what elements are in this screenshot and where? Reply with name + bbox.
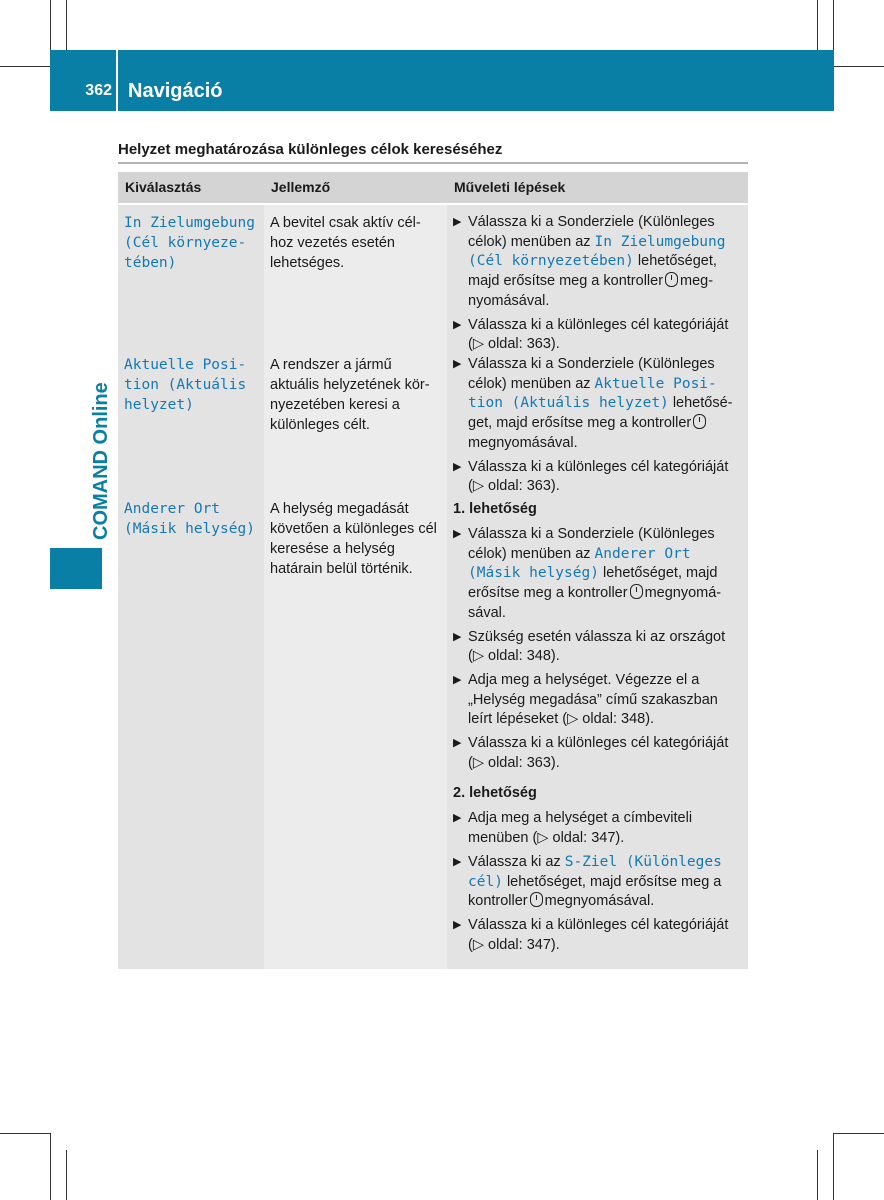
column-header-selection: Kiválasztás [118,172,264,203]
triangle-right-icon: ▶ [453,918,462,931]
step-text: lehetőséget, majd erősítse meg a kontroller [468,565,718,602]
triangle-right-icon: ▶ [453,673,462,686]
steps-cell [447,205,748,369]
menu-option-text: In Zielumgebung (Cél környezetében) [468,233,726,270]
chapter-label: COMAND Online [90,382,112,540]
selection-cell: In Zielumgebung (Cél környeze- tében) [118,205,264,369]
crop-mark [833,1133,834,1200]
header-divider [116,50,118,111]
step-text: Válassza ki a Sonderziele (Különleges célok) menüben az [468,356,715,392]
step-text: Válassza ki a különleges cél kategóriáját (▷ oldal: 347). [468,916,729,953]
step-item [453,734,742,773]
step-item [453,809,742,848]
steps-cell [447,347,748,511]
controller-press-icon [630,584,643,599]
poi-search-table [118,172,748,953]
table-row [118,491,748,953]
triangle-right-icon: ▶ [453,216,462,228]
column-header-steps: Műveleti lépések [447,172,748,203]
crop-mark [66,1150,67,1200]
description-cell: A bevitel csak aktív cél- hoz vezetés esetén lehetséges. [264,205,447,369]
step-text: Adja meg a helységet a címbeviteli menüben (▷ oldal: 347). [468,810,693,847]
step-item [453,671,742,730]
triangle-right-icon: ▶ [453,812,462,825]
step-text: Válassza ki a különleges cél kategóriáját (▷ oldal: 363). [468,735,729,771]
step-text: Szükség esetén válassza ki az országot (▷ oldal: 348). [468,628,726,665]
step-text: lehetőséget, majd erősítse meg a kontroller [468,873,722,910]
table-row [118,347,748,495]
crop-mark [817,0,818,50]
step-text: Válassza ki a Sonderziele (Különleges célok) menüben az [468,214,715,250]
crop-mark [833,0,834,50]
crop-mark [834,66,884,67]
crop-mark [66,0,67,50]
step-item [453,213,742,312]
table-header-row [118,172,748,205]
description-cell: A helység megadását követően a különleges cél keresése a helység határain belül történik. [264,491,447,969]
section-title: Navigáció [128,80,223,102]
option-heading: 2. lehetőség [453,785,537,802]
crop-mark [834,1133,884,1134]
crop-mark [0,1133,50,1134]
steps-cell [447,491,748,969]
caption-rule [118,162,748,164]
selection-cell: Aktuelle Posi- tion (Aktuális helyzet) [118,347,264,511]
crop-mark [50,1133,51,1200]
menu-option-text: Anderer Ort (Másik helység) [468,545,691,582]
triangle-right-icon: ▶ [453,737,462,750]
crop-mark [817,1150,818,1200]
triangle-right-icon: ▶ [453,630,462,643]
menu-option-text: Aktuelle Posi- tion (Aktuális helyzet) [468,375,717,412]
selection-cell: Anderer Ort (Másik helység) [118,491,264,969]
step-item [453,916,742,955]
description-cell: A rendszer a jármű aktuális helyzetének kör- nyezetében keresi a különleges célt. [264,347,447,511]
chapter-tab [50,548,102,589]
step-text: Adja meg a helységet. Végezze el a „Helység megadása” című szakaszban leírt lépéseket (▷ oldal: 348). [468,671,718,728]
step-text: megnyomásával. [468,434,578,451]
triangle-right-icon: ▶ [453,358,462,370]
column-header-description: Jellemző [264,172,447,203]
menu-option-text: S-Ziel (Különleges cél) [468,853,722,890]
step-text: Válassza ki a különleges cél kategóriáját (▷ oldal: 363). [468,316,729,353]
step-text: meg- nyomásával. [468,273,714,309]
step-text: megnyomásával. [544,893,655,910]
option-heading: 1. lehetőség [453,501,537,517]
step-item [453,355,742,454]
triangle-right-icon: ▶ [453,460,462,473]
controller-press-icon [693,414,706,429]
controller-press-icon [530,892,543,907]
step-text: megnyomá- sával. [468,585,722,621]
triangle-right-icon: ▶ [453,528,462,540]
step-text: lehetősé- get, majd erősítse meg a kontroller [468,395,733,432]
step-item [453,458,742,497]
crop-mark [0,66,50,67]
step-item [453,853,742,912]
table-caption: Helyzet meghatározása különleges célok kereséséhez [118,141,503,158]
triangle-right-icon: ▶ [453,318,462,331]
controller-press-icon [665,272,678,287]
table-row [118,205,748,353]
step-text: Válassza ki a Sonderziele (Különleges célok) menüben az [468,526,715,562]
page-number: 362 [85,82,112,99]
step-text: Válassza ki az [468,853,565,870]
step-item [453,316,742,355]
step-text: lehetőséget, majd erősítse meg a kontroller [468,253,717,290]
step-text: Válassza ki a különleges cél kategóriáját (▷ oldal: 363). [468,458,729,495]
triangle-right-icon: ▶ [453,855,462,868]
step-item [453,525,742,624]
crop-mark [50,0,51,50]
step-item [453,628,742,667]
